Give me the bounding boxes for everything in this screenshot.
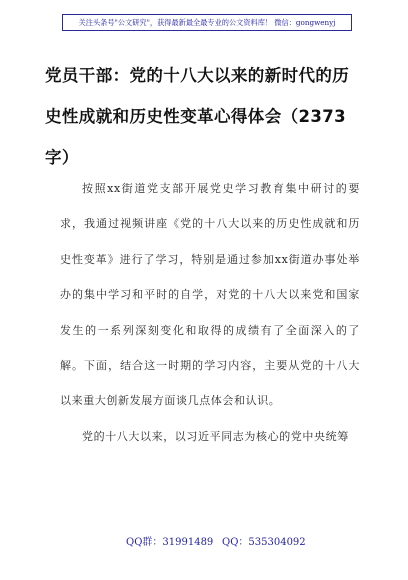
document-body xyxy=(60,171,360,454)
footer-qq-number: QQ：535304092 xyxy=(222,537,306,548)
page-footer xyxy=(0,533,408,549)
document-title: 党员干部：党的十八大以来的新时代的历史性成就和历史性变革心得体会（2373字） xyxy=(45,66,350,167)
paragraph: 按照xx街道党支部开展党史学习教育集中研讨的要求，我通过视频讲座《党的十八大以来的历史性成就和历史性变革》进行了学习，特别是通过参加xx街道办事处举办的集中学习和平时的自学，对党的十八大以来党和国家发生的一系列深刻变化和取得的成绩有了全面深入的了解。下面，结合这一时期的学习内容，主要从党的十八大以来重大创新发展方面谈几点体会和认识。 xyxy=(60,182,360,408)
header-banner-text: 关注头条号"公文研究"，获得最新最全最专业的公文资料库！ 微信：gongwenyj xyxy=(78,17,336,27)
header-banner xyxy=(62,14,352,31)
paragraph: 党的十八大以来，以习近平同志为核心的党中央统筹 xyxy=(82,429,349,443)
footer-qq-group: QQ群：31991489 xyxy=(126,537,214,548)
